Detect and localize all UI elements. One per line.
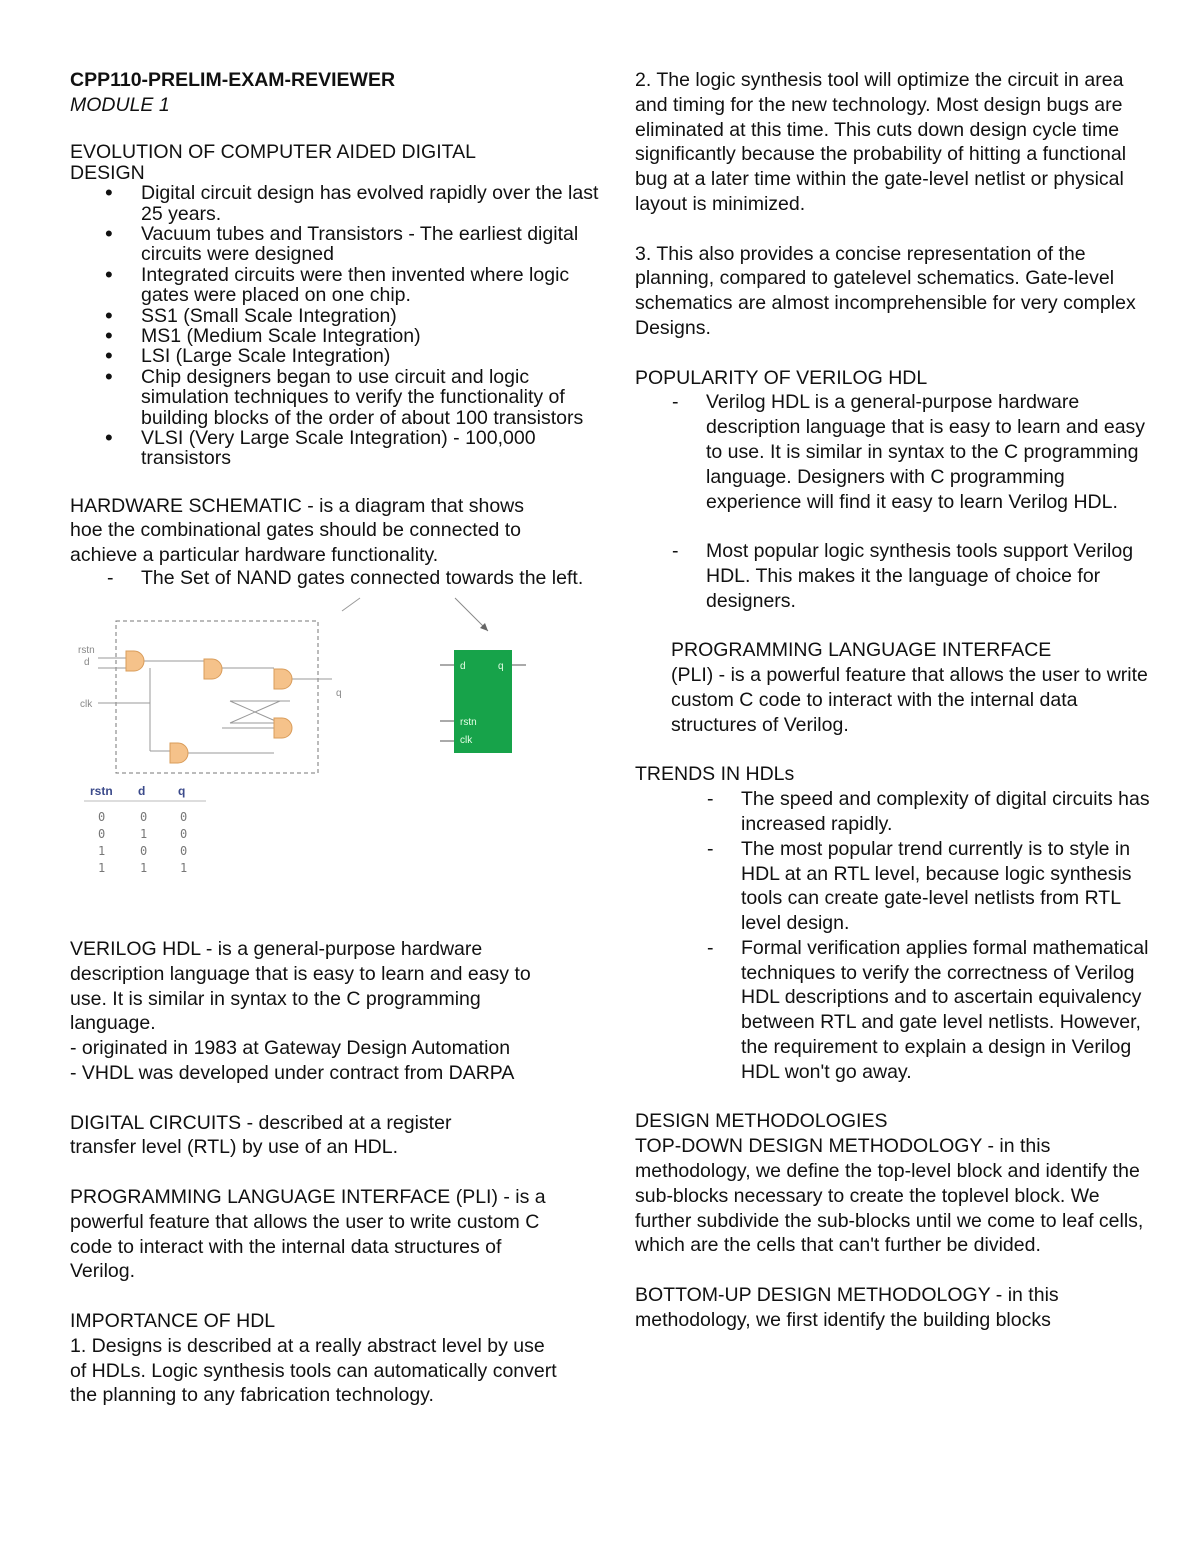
- register-rstn-label: rstn: [460, 717, 477, 729]
- list-item: • Chip designers began to use circuit and logic simulation techniques to verify the functionality of building blocks of the order of about 100 transistors: [70, 367, 618, 428]
- pli-paragraph: PROGRAMMING LANGUAGE INTERFACE (PLI) - is a powerful feature that allows the user to write custom C code to interact with the internal data structures of Verilog.: [70, 1186, 546, 1283]
- label-rstn: rstn: [78, 645, 95, 657]
- list-item: • VLSI (Very Large Scale Integration) - 100,000 transistors: [70, 428, 618, 469]
- table-cell: 1: [98, 861, 106, 876]
- table-cell: 0: [98, 827, 106, 842]
- module-label: MODULE 1: [70, 93, 170, 116]
- register-q-label: q: [498, 661, 504, 673]
- table-cell: 0: [98, 810, 106, 825]
- truth-table-header: rstn: [90, 784, 113, 799]
- topdown-paragraph: TOP-DOWN DESIGN METHODOLOGY - in this methodology, we define the top-level block and identify the sub-blocks necessary to create the toplevel block. We further subdivide the sub-blocks until we come to leaf cells, which are the cells that can't further be divided.: [635, 1135, 1144, 1257]
- label-d: d: [84, 657, 90, 669]
- label-clk: clk: [80, 699, 93, 711]
- dashed-boundary: [116, 621, 318, 773]
- truth-table-header: d: [138, 784, 146, 799]
- bottomup-paragraph: BOTTOM-UP DESIGN METHODOLOGY - in this methodology, we first identify the building blocks: [635, 1284, 1059, 1331]
- register-d-label: d: [460, 661, 466, 673]
- list-item: • Integrated circuits were then invented where logic gates were placed on one chip.: [70, 265, 618, 306]
- schematic-dash-list: [70, 568, 618, 589]
- table-cell: 1: [98, 844, 106, 859]
- left-column: [70, 68, 618, 1408]
- nand-gate-icon: [274, 669, 292, 689]
- list-item: - Verilog HDL is a general-purpose hardware description language that is easy to learn and easy to use. It is similar in syntax to the C programming language. Designers with C programming experience will find it easy to learn Verilog HDL.: [635, 390, 1155, 514]
- doc-title: CPP110-PRELIM-EXAM-REVIEWER: [70, 69, 396, 91]
- importance-heading: IMPORTANCE OF HDL: [70, 1310, 276, 1333]
- trends-list: [635, 787, 1155, 1085]
- list-item: - The most popular trend currently is to style in HDL at an RTL level, because logic synthesis tools can create gate-level netlists from RTL level design.: [635, 837, 1155, 936]
- list-item: • SS1 (Small Scale Integration): [70, 306, 618, 326]
- table-cell: 0: [140, 810, 148, 825]
- table-cell: 0: [180, 827, 188, 842]
- pli-right-paragraph: (PLI) - is a powerful feature that allows the user to write custom C code to interact with the internal data structures of Verilog.: [671, 664, 1148, 736]
- trends-heading: TRENDS IN HDLs: [635, 763, 795, 786]
- evolution-heading: EVOLUTION OF COMPUTER AIDED DIGITAL DESIGN: [70, 141, 476, 184]
- schematic-figure: [70, 593, 618, 937]
- importance-point-3: 3. This also provides a concise representation of the planning, compared to gatelevel schematics. Gate-level schematics are almost incomprehensible for very complex Designs.: [635, 242, 1136, 339]
- truth-table-body: [98, 810, 187, 875]
- evolution-list: [70, 183, 618, 469]
- table-cell: 0: [180, 810, 188, 825]
- popularity-list: [635, 390, 1155, 514]
- popularity-heading: POPULARITY OF VERILOG HDL: [635, 366, 928, 389]
- list-item: - Formal verification applies formal mathematical techniques to verify the correctness of Verilog HDL descriptions and to ascertain equivalency between RTL and gate level netlists. However, the requirement to explain a design in Verilog HDL won't go away.: [635, 936, 1155, 1085]
- nand-gate-icon: [274, 718, 292, 738]
- table-cell: 0: [180, 844, 188, 859]
- importance-point-2: 2. The logic synthesis tool will optimize the circuit in area and timing for the new technology. Most design bugs are eliminated at this time. This cuts down design cycle time significantly because the probability of hitting a functional bug at a later time within the gate-level netlist or physical layout is minimized.: [635, 69, 1127, 215]
- label-q: q: [336, 688, 342, 700]
- popularity-list-2: [635, 539, 1155, 613]
- nand-gate-icon: [170, 743, 188, 763]
- list-item: • Digital circuit design has evolved rapidly over the last 25 years.: [70, 183, 618, 224]
- truth-table-header: q: [178, 784, 186, 799]
- nand-gate-icon: [204, 659, 222, 679]
- methodologies-heading: DESIGN METHODOLOGIES: [635, 1110, 888, 1133]
- table-cell: 1: [140, 861, 148, 876]
- importance-point-1: 1. Designs is described at a really abstract level by use of HDLs. Logic synthesis tools can automatically convert the planning to any fabrication technology.: [70, 1334, 557, 1407]
- table-cell: 1: [140, 827, 148, 842]
- pointer-line: [342, 598, 360, 611]
- verilog-origin: - originated in 1983 at Gateway Design Automation: [70, 1037, 511, 1060]
- list-item: • MS1 (Medium Scale Integration): [70, 326, 618, 346]
- digital-circuits-paragraph: DIGITAL CIRCUITS - described at a register transfer level (RTL) by use of an HDL.: [70, 1111, 452, 1159]
- table-cell: 1: [180, 861, 188, 876]
- truth-table: [78, 781, 218, 881]
- table-cell: 0: [140, 844, 148, 859]
- right-column: [635, 68, 1155, 1333]
- register-clk-label: clk: [460, 735, 473, 747]
- verilog-paragraph: VERILOG HDL - is a general-purpose hardware description language that is easy to learn and easy to use. It is similar in syntax to the C programming language.: [70, 938, 531, 1035]
- list-item: - The speed and complexity of digital circuits has increased rapidly.: [635, 787, 1155, 837]
- list-item: • LSI (Large Scale Integration): [70, 346, 618, 366]
- verilog-vhdl: - VHDL was developed under contract from DARPA: [70, 1062, 515, 1085]
- schematic-paragraph: HARDWARE SCHEMATIC - is a diagram that shows hoe the combinational gates should be connected to achieve a particular hardware functionality.: [70, 494, 525, 567]
- pli-right-heading: PROGRAMMING LANGUAGE INTERFACE: [671, 639, 1052, 662]
- list-item: • Vacuum tubes and Transistors - The earliest digital circuits were designed: [70, 224, 618, 265]
- nand-gate-icon: [126, 651, 144, 671]
- list-item: - The Set of NAND gates connected towards the left.: [70, 568, 618, 589]
- list-item: - Most popular logic synthesis tools support Verilog HDL. This makes it the language of choice for designers.: [635, 539, 1155, 613]
